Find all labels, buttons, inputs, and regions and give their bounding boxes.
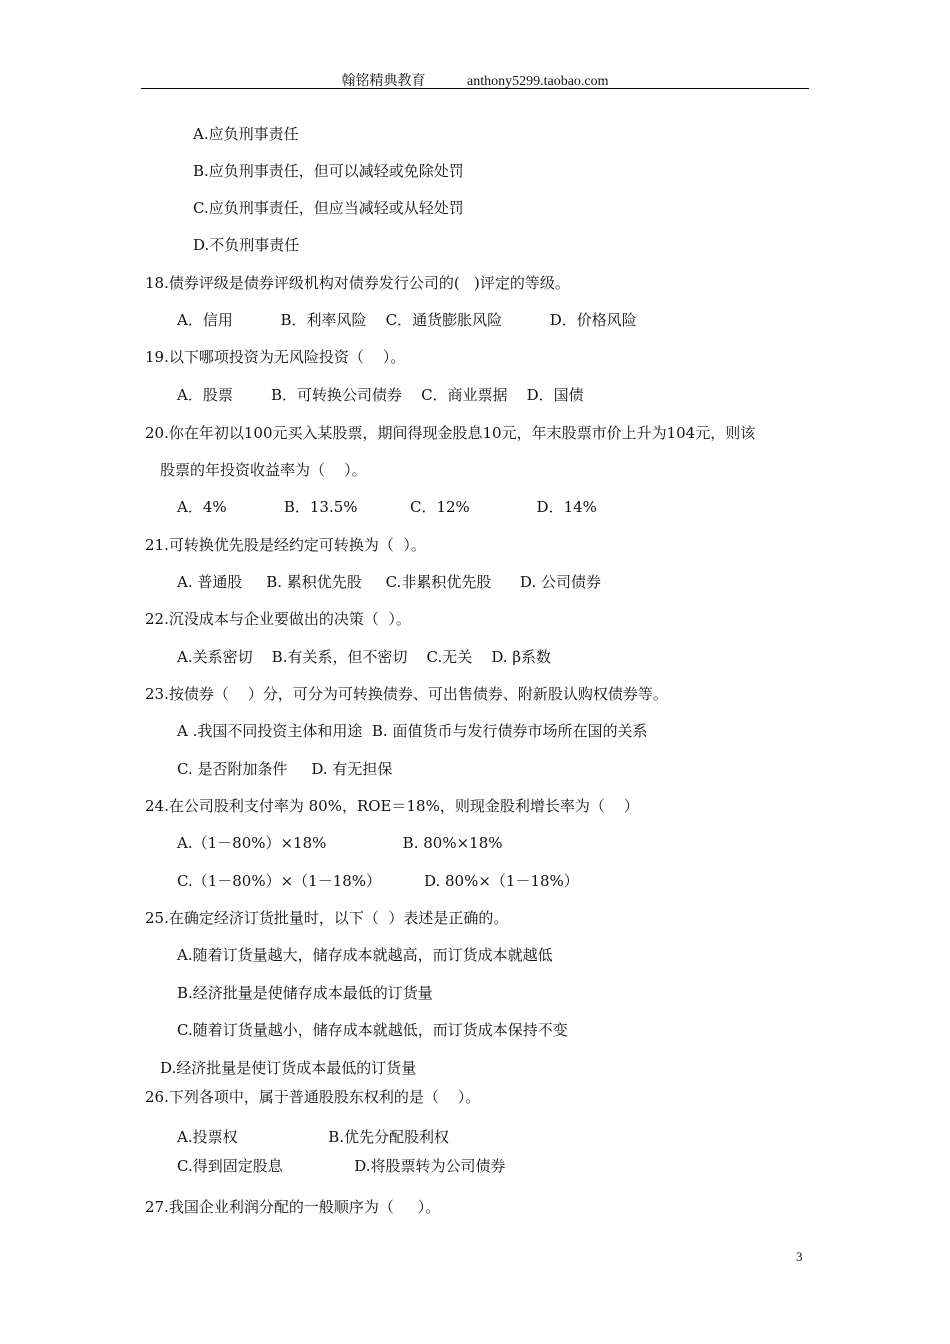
answer-options: A.（1－80%）×18% B. 80%×18%: [177, 834, 503, 852]
header-rule: [141, 88, 809, 89]
question-18: 18.债券评级是债券评级机构对债券发行公司的( )评定的等级。: [145, 274, 570, 292]
answer-options: C. 是否附加条件 D. 有无担保: [177, 760, 393, 778]
answer-option: B.应负刑事责任，但可以减轻或免除处罚: [193, 162, 464, 180]
answer-options: A．股票 B．可转换公司债券 C．商业票据 D．国债: [177, 386, 584, 404]
question-20: 20.你在年初以100元买入某股票，期间得现金股息10元，年末股票市价上升为104元，则该: [145, 424, 756, 442]
answer-options: A．信用 B．利率风险 C．通货膨胀风险 D．价格风险: [177, 311, 637, 329]
page-number: 3: [796, 1249, 803, 1264]
answer-options: C.得到固定股息 D.将股票转为公司债券: [177, 1157, 506, 1175]
answer-option: D.经济批量是使订货成本最低的订货量: [160, 1059, 417, 1077]
question-23: 23.按债券（ ）分，可分为可转换债券、可出售债券、附新股认购权债券等。: [145, 685, 668, 703]
answer-options: A. 普通股 B. 累积优先股 C.非累积优先股 D. 公司债券: [177, 573, 601, 591]
page-header: [0, 70, 950, 90]
question-22: 22.沉没成本与企业要做出的决策（ ）。: [145, 610, 411, 628]
answer-option: C.应负刑事责任，但应当减轻或从轻处罚: [193, 199, 464, 217]
answer-options: A.投票权 B.优先分配股利权: [177, 1128, 449, 1146]
question-25: 25.在确定经济订货批量时，以下（ ）表述是正确的。: [145, 909, 509, 927]
question-24: 24.在公司股利支付率为 80%，ROE＝18%，则现金股利增长率为（ ）: [145, 797, 639, 815]
question-20-continued: 股票的年投资收益率为（ ）。: [160, 461, 367, 479]
question-26: 26.下列各项中，属于普通股股东权利的是（ ）。: [145, 1088, 481, 1106]
answer-option: A.应负刑事责任: [193, 125, 299, 143]
answer-options: A．4% B．13.5% C．12% D．14%: [177, 498, 597, 516]
header-org: 翰铭精典教育: [341, 74, 426, 89]
header-site: anthony5299.taobao.com: [466, 74, 609, 89]
answer-options: A .我国不同投资主体和用途 B. 面值货币与发行债券市场所在国的关系: [177, 722, 648, 740]
answer-options: A.关系密切 B.有关系，但不密切 C.无关 D. β系数: [177, 648, 552, 666]
answer-options: C.（1－80%）×（1－18%） D. 80%×（1－18%）: [177, 872, 579, 890]
question-19: 19.以下哪项投资为无风险投资（ ）。: [145, 348, 406, 366]
answer-option: C.随着订货量越小，储存成本就越低，而订货成本保持不变: [177, 1021, 568, 1039]
question-21: 21.可转换优先股是经约定可转换为（ ）。: [145, 536, 426, 554]
question-27: 27.我国企业利润分配的一般顺序为（ ）。: [145, 1198, 441, 1216]
answer-option: A.随着订货量越大，储存成本就越高，而订货成本就越低: [177, 946, 553, 964]
answer-option: B.经济批量是使储存成本最低的订货量: [177, 984, 433, 1002]
answer-option: D.不负刑事责任: [193, 236, 300, 254]
